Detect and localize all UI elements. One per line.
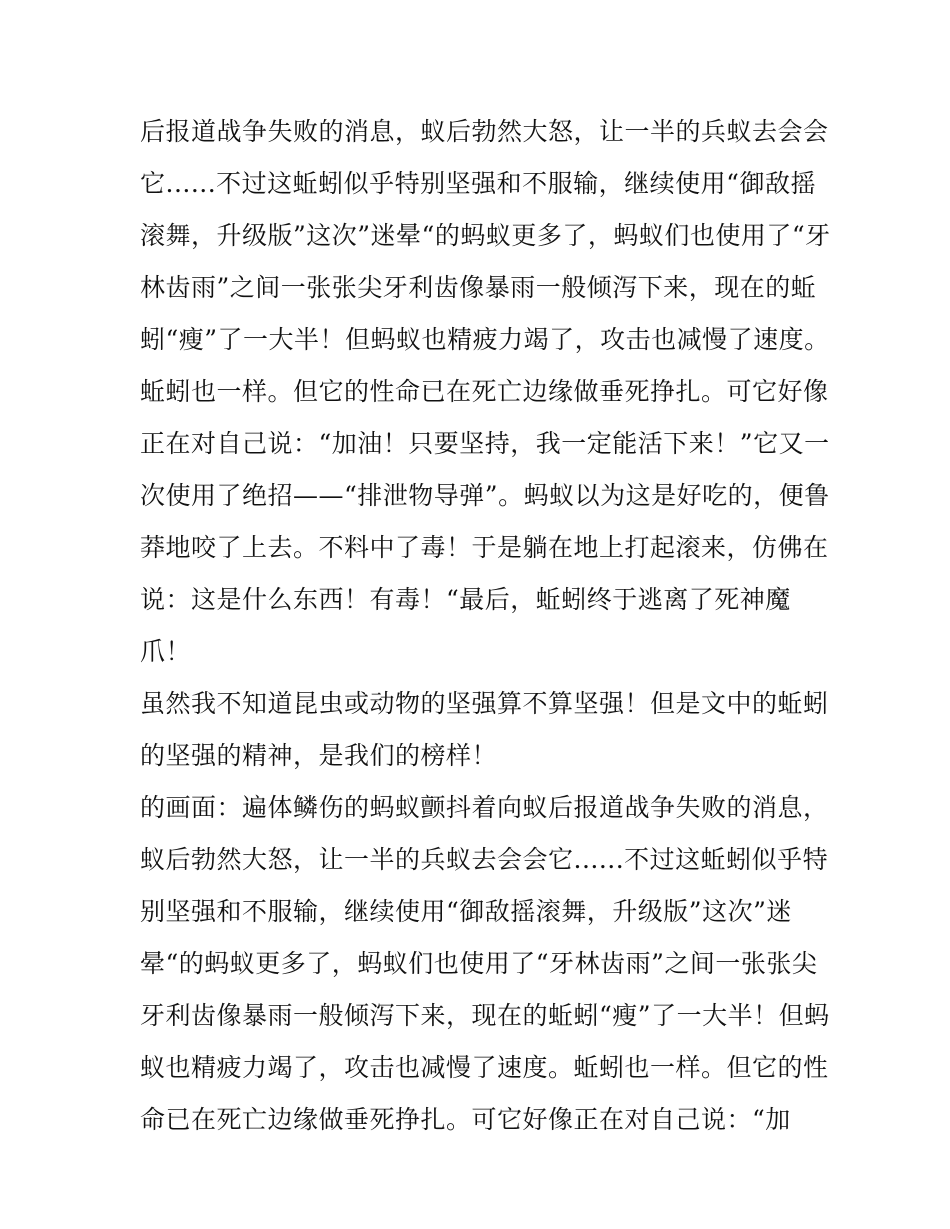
body-text xyxy=(140,106,830,1146)
text-line: 蚁也精疲力竭了，攻击也减慢了速度。蚯蚓也一样。但它的性 xyxy=(140,1053,829,1082)
text-line: 林齿雨”之间一张张尖牙利齿像暴雨一般倾泻下来，现在的蚯 xyxy=(140,273,817,302)
text-line: 蚓“瘦”了一大半！但蚂蚁也精疲力竭了，攻击也减慢了速度。 xyxy=(140,325,830,354)
text-line: 命已在死亡边缘做垂死挣扎。可它好像正在对自己说：“加 xyxy=(140,1105,791,1134)
text-line: 说：这是什么东西！有毒！“最后，蚯蚓终于逃离了死神魔 xyxy=(140,585,791,614)
text-line: 别坚强和不服输，继续使用“御敌摇滚舞，升级版”这次”迷 xyxy=(140,897,792,926)
text-line: 莽地咬了上去。不料中了毒！于是躺在地上打起滚来，仿佛在 xyxy=(140,533,829,562)
text-line: 牙利齿像暴雨一般倾泻下来，现在的蚯蚓“瘦”了一大半！但蚂 xyxy=(140,1001,830,1030)
text-line: 蚁后勃然大怒，让一半的兵蚁去会会它......不过这蚯蚓似乎特 xyxy=(140,845,829,874)
text-line: 次使用了绝招——“排泄物导弹”。蚂蚁以为这是好吃的，便鲁 xyxy=(140,481,830,510)
text-line: 正在对自己说：“加油！只要坚持，我一定能活下来！”它又一 xyxy=(140,429,830,458)
text-line: 滚舞，升级版”这次”迷晕“的蚂蚁更多了，蚂蚁们也使用了“牙 xyxy=(140,221,831,250)
text-line: 爪！ xyxy=(140,637,192,666)
text-line: 后报道战争失败的消息，蚁后勃然大怒，让一半的兵蚁去会会 xyxy=(140,117,829,146)
text-line: 的画面：遍体鳞伤的蚂蚁颤抖着向蚁后报道战争失败的消息， xyxy=(140,793,829,822)
text-line: 蚯蚓也一样。但它的性命已在死亡边缘做垂死挣扎。可它好像 xyxy=(140,377,829,406)
text-line: 晕“的蚂蚁更多了，蚂蚁们也使用了“牙林齿雨”之间一张张尖 xyxy=(140,949,818,978)
text-line: 虽然我不知道昆虫或动物的坚强算不算坚强！但是文中的蚯蚓 xyxy=(140,689,829,718)
text-line: 的坚强的精神，是我们的榜样！ xyxy=(140,741,498,770)
text-line: 它......不过这蚯蚓似乎特别坚强和不服输，继续使用“御敌摇 xyxy=(140,169,816,198)
